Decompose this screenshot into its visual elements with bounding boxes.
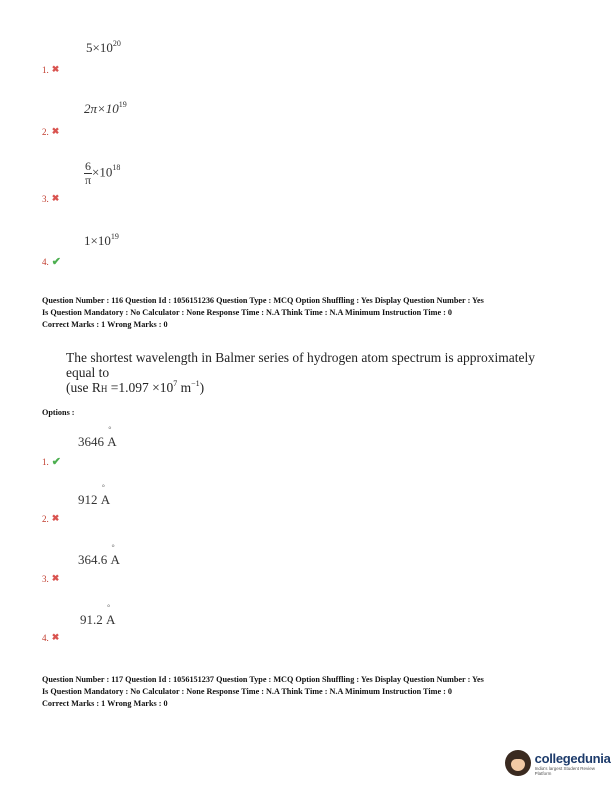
- q116-option-3-label: 3. ✖: [42, 573, 60, 584]
- logo-tagline: India's largest Student Review Platform: [534, 765, 596, 776]
- prev-option-1-label: 1. ✖: [42, 64, 60, 75]
- wrong-icon: ✖: [51, 632, 60, 642]
- correct-icon: ✔: [51, 456, 61, 468]
- logo-name: collegedunia: [534, 750, 611, 766]
- prev-option-1-value: $5\times 10^{20}$: [86, 39, 121, 55]
- q116-option-2-label: 2. ✖: [42, 513, 60, 524]
- prev-option-2-value: $2\pi\times 10^{19}$: [84, 100, 127, 116]
- q116-option-1-value: 3646 ° A: [78, 434, 117, 450]
- collegedunia-logo: [505, 750, 612, 776]
- wrong-icon: ✖: [51, 573, 60, 583]
- q116-question-text: The shortest wavelength in Balmer series of hydrogen atom spectrum is approximately equal to (use RH $=1.097 \times 10^7$ $m^{-1}$): [66, 350, 535, 395]
- wrong-icon: ✖: [51, 193, 60, 203]
- fraction: $\frac{6}{\pi}$: [84, 159, 92, 187]
- prev-option-3-value: $\frac{6}{\pi}$ $\times 10^{18}$: [84, 159, 121, 187]
- correct-icon: ✔: [51, 256, 61, 268]
- q117-meta-line3: Correct Marks : 1 Wrong Marks : 0: [42, 699, 168, 708]
- prev-option-4-value: $1\times 10^{19}$: [84, 232, 119, 248]
- q116-option-2-value: 912 ° A: [78, 492, 110, 508]
- q116-meta: [42, 295, 484, 331]
- q117-meta-line2: Is Question Mandatory : No Calculator : None Response Time : N.A Think Time : N.A Minimum Instruction Time : 0: [42, 687, 453, 696]
- q116-option-3-value: 364.6 ° A: [78, 552, 120, 568]
- q117-meta-line1: Question Number : 117 Question Id : 1056151237 Question Type : MCQ Option Shuffling : Yes Display Question Number : Yes: [42, 675, 484, 684]
- q116-meta-line3: Correct Marks : 1 Wrong Marks : 0: [42, 320, 168, 329]
- q116-option-4-label: 4. ✖: [42, 632, 60, 643]
- wrong-icon: ✖: [51, 64, 60, 74]
- q116-meta-line1: Question Number : 116 Question Id : 1056151236 Question Type : MCQ Option Shuffling : Yes Display Question Number : Yes: [42, 296, 484, 305]
- prev-option-2-label: 2. ✖: [42, 126, 60, 137]
- prev-option-4-label: 4. ✔: [42, 256, 61, 268]
- q116-option-4-value: 91.2 ° A: [80, 612, 115, 628]
- mascot-icon: [505, 750, 531, 776]
- wrong-icon: ✖: [51, 513, 60, 523]
- q116-meta-line2: Is Question Mandatory : No Calculator : None Response Time : N.A Think Time : N.A Minimum Instruction Time : 0: [42, 308, 453, 317]
- q117-meta: [42, 674, 484, 710]
- options-label: Options :: [42, 408, 75, 417]
- prev-option-3-label: 3. ✖: [42, 193, 60, 204]
- wrong-icon: ✖: [51, 126, 60, 136]
- q116-option-1-label: 1. ✔: [42, 456, 61, 468]
